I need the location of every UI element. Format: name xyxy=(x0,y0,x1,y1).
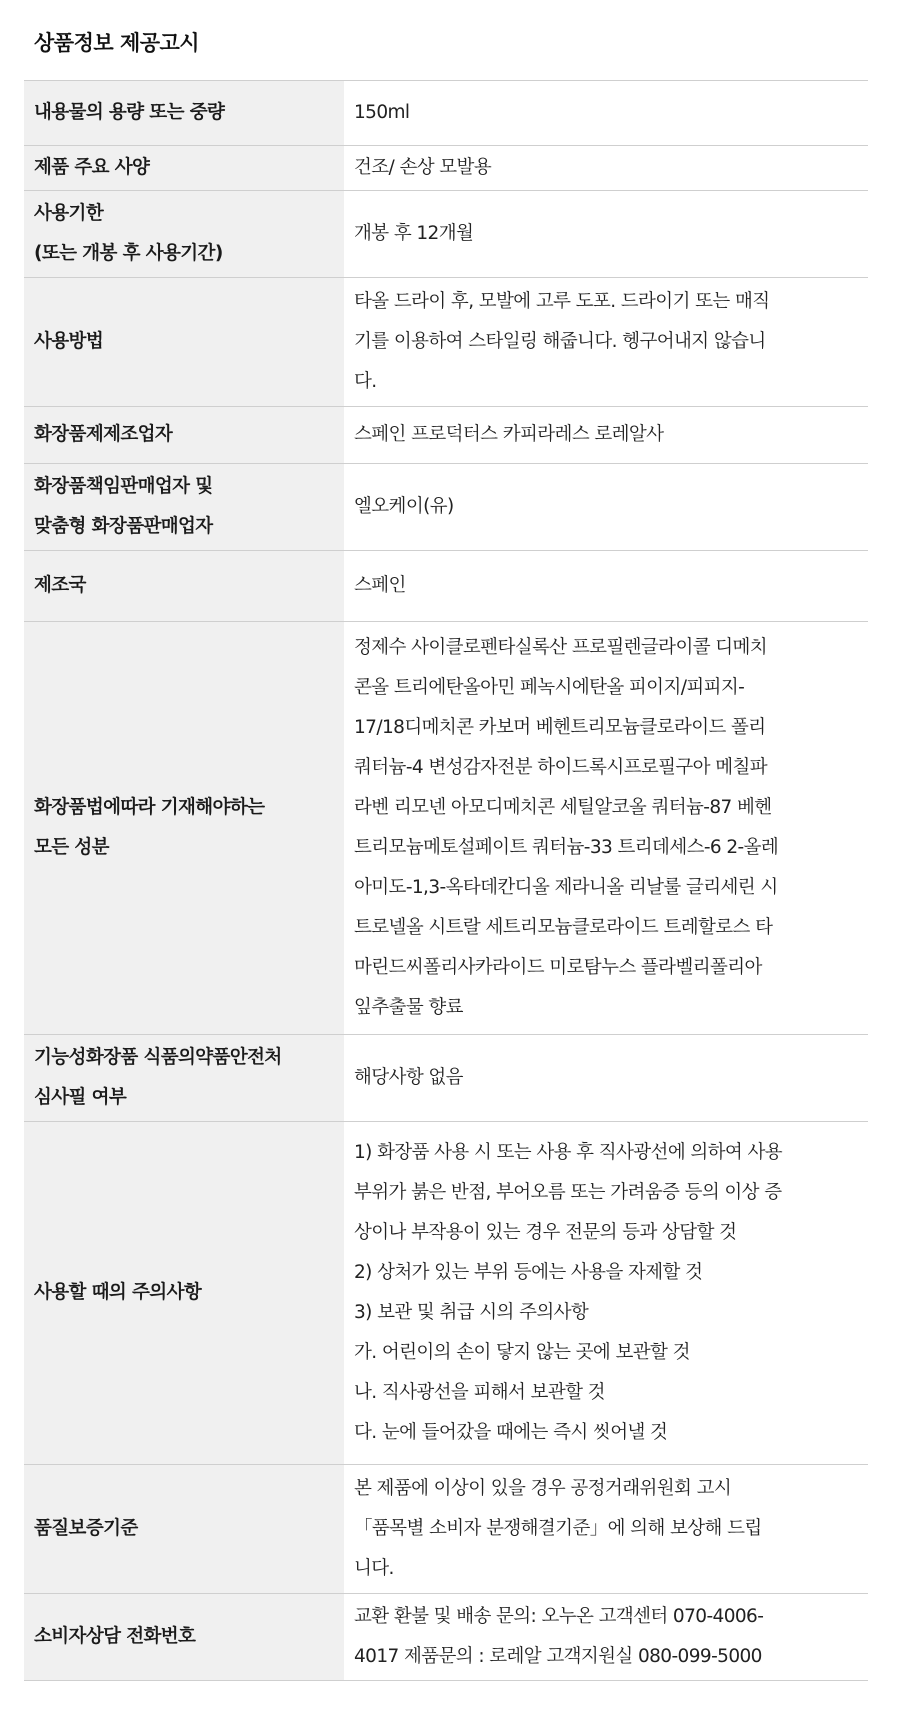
row-label: 제조국 xyxy=(24,551,344,621)
table-row-quality xyxy=(24,1465,868,1594)
table-row-manufacturer xyxy=(24,407,868,464)
row-label: 내용물의 용량 또는 중량 xyxy=(24,81,344,145)
row-value-text: 스페인 프로덕터스 카피라레스 로레알사 xyxy=(354,424,664,445)
row-label: 사용기한 (또는 개봉 후 사용기간) xyxy=(24,191,344,277)
table-row-ingredients xyxy=(24,622,868,1035)
product-info-table xyxy=(24,80,868,1681)
row-value xyxy=(344,407,868,463)
table-row-main-spec xyxy=(24,146,868,191)
row-label: 화장품책임판매업자 및 맞춤형 화장품판매업자 xyxy=(24,464,344,550)
row-value-text: 교환 환불 및 배송 문의: 오누온 고객센터 070-4006- 4017 제품문의 : 로레알 고객지원실 080-099-5000 xyxy=(354,1606,764,1667)
row-value xyxy=(344,278,868,406)
row-label: 기능성화장품 식품의약품안전처 심사필 여부 xyxy=(24,1035,344,1121)
row-value xyxy=(344,551,868,621)
row-value xyxy=(344,81,868,145)
row-label: 화장품제제조업자 xyxy=(24,407,344,463)
page-title: 상품정보 제공고시 xyxy=(34,31,200,55)
table-row-seller xyxy=(24,464,868,551)
row-label: 제품 주요 사양 xyxy=(24,146,344,190)
row-label: 화장품법에따라 기재해야하는 모든 성분 xyxy=(24,622,344,1034)
row-value-text: 타올 드라이 후, 모발에 고루 도포. 드라이기 또는 매직 기를 이용하여 스타일링 해줍니다. 헹구어내지 않습니 다. xyxy=(354,291,770,392)
row-value-text: 건조/ 손상 모발용 xyxy=(354,157,492,178)
table-row-contact xyxy=(24,1594,868,1681)
table-row-expiry xyxy=(24,191,868,278)
row-value-text: 1) 화장품 사용 시 또는 사용 후 직사광선에 의하여 사용 부위가 붉은 반점, 부어오름 또는 가려움증 등의 이상 증 상이나 부작용이 있는 경우 전문의 등과 상담할 것 2) 상처가 있는 부위 등에는 사용을 자제할 것 3) 보관 및 취급 시의 주의사항 가. 어린이의 손이 닿지 않는 곳에 보관할 것 나. 직사광선을 피해서 보관할 것 다. 눈에 들어갔을 때에는 즉시 씻어낼 것 xyxy=(354,1142,783,1443)
row-value xyxy=(344,1465,868,1593)
row-value xyxy=(344,146,868,190)
row-value xyxy=(344,464,868,550)
row-value xyxy=(344,1594,868,1680)
table-row-precautions xyxy=(24,1122,868,1465)
row-value xyxy=(344,191,868,277)
row-value xyxy=(344,1035,868,1121)
table-row-capacity xyxy=(24,81,868,146)
row-label: 사용방법 xyxy=(24,278,344,406)
row-value-text: 150ml xyxy=(354,102,410,123)
row-value xyxy=(344,1122,868,1464)
row-label: 사용할 때의 주의사항 xyxy=(24,1122,344,1464)
table-row-country xyxy=(24,551,868,622)
row-value-text: 스페인 xyxy=(354,575,406,596)
table-row-usage xyxy=(24,278,868,407)
row-value-text: 정제수 사이클로펜타실록산 프로필렌글라이콜 디메치 콘올 트리에탄올아민 페녹시에탄올 피이지/피피지- 17/18디메치콘 카보머 베헨트리모늄클로라이드 폴리 쿼터늄-4 변성감자전분 하이드록시프로필구아 메칠파 라벤 리모넨 아모디메치콘 세틸알코올 쿼터늄-87 베헨 트리모늄메토설페이트 쿼터늄-33 트리데세스-6 2-올레 아미도-1,3-옥타데칸디올 제라니올 리날룰 글리세린 시 트로넬올 시트랄 세트리모늄클로라이드 트레할로스 타 마린드씨폴리사카라이드 미로탐누스 플라벨리폴리아 잎추출물 향료 xyxy=(354,637,779,1018)
row-value xyxy=(344,622,868,1034)
table-row-functional xyxy=(24,1035,868,1122)
row-label: 품질보증기준 xyxy=(24,1465,344,1593)
row-value-text: 개봉 후 12개월 xyxy=(354,223,474,244)
row-value-text: 해당사항 없음 xyxy=(354,1067,463,1088)
row-value-text: 본 제품에 이상이 있을 경우 공정거래위원회 고시 「품목별 소비자 분쟁해결기준」에 의해 보상해 드립 니다. xyxy=(354,1478,762,1579)
row-label: 소비자상담 전화번호 xyxy=(24,1594,344,1680)
row-value-text: 엘오케이(유) xyxy=(354,496,454,517)
